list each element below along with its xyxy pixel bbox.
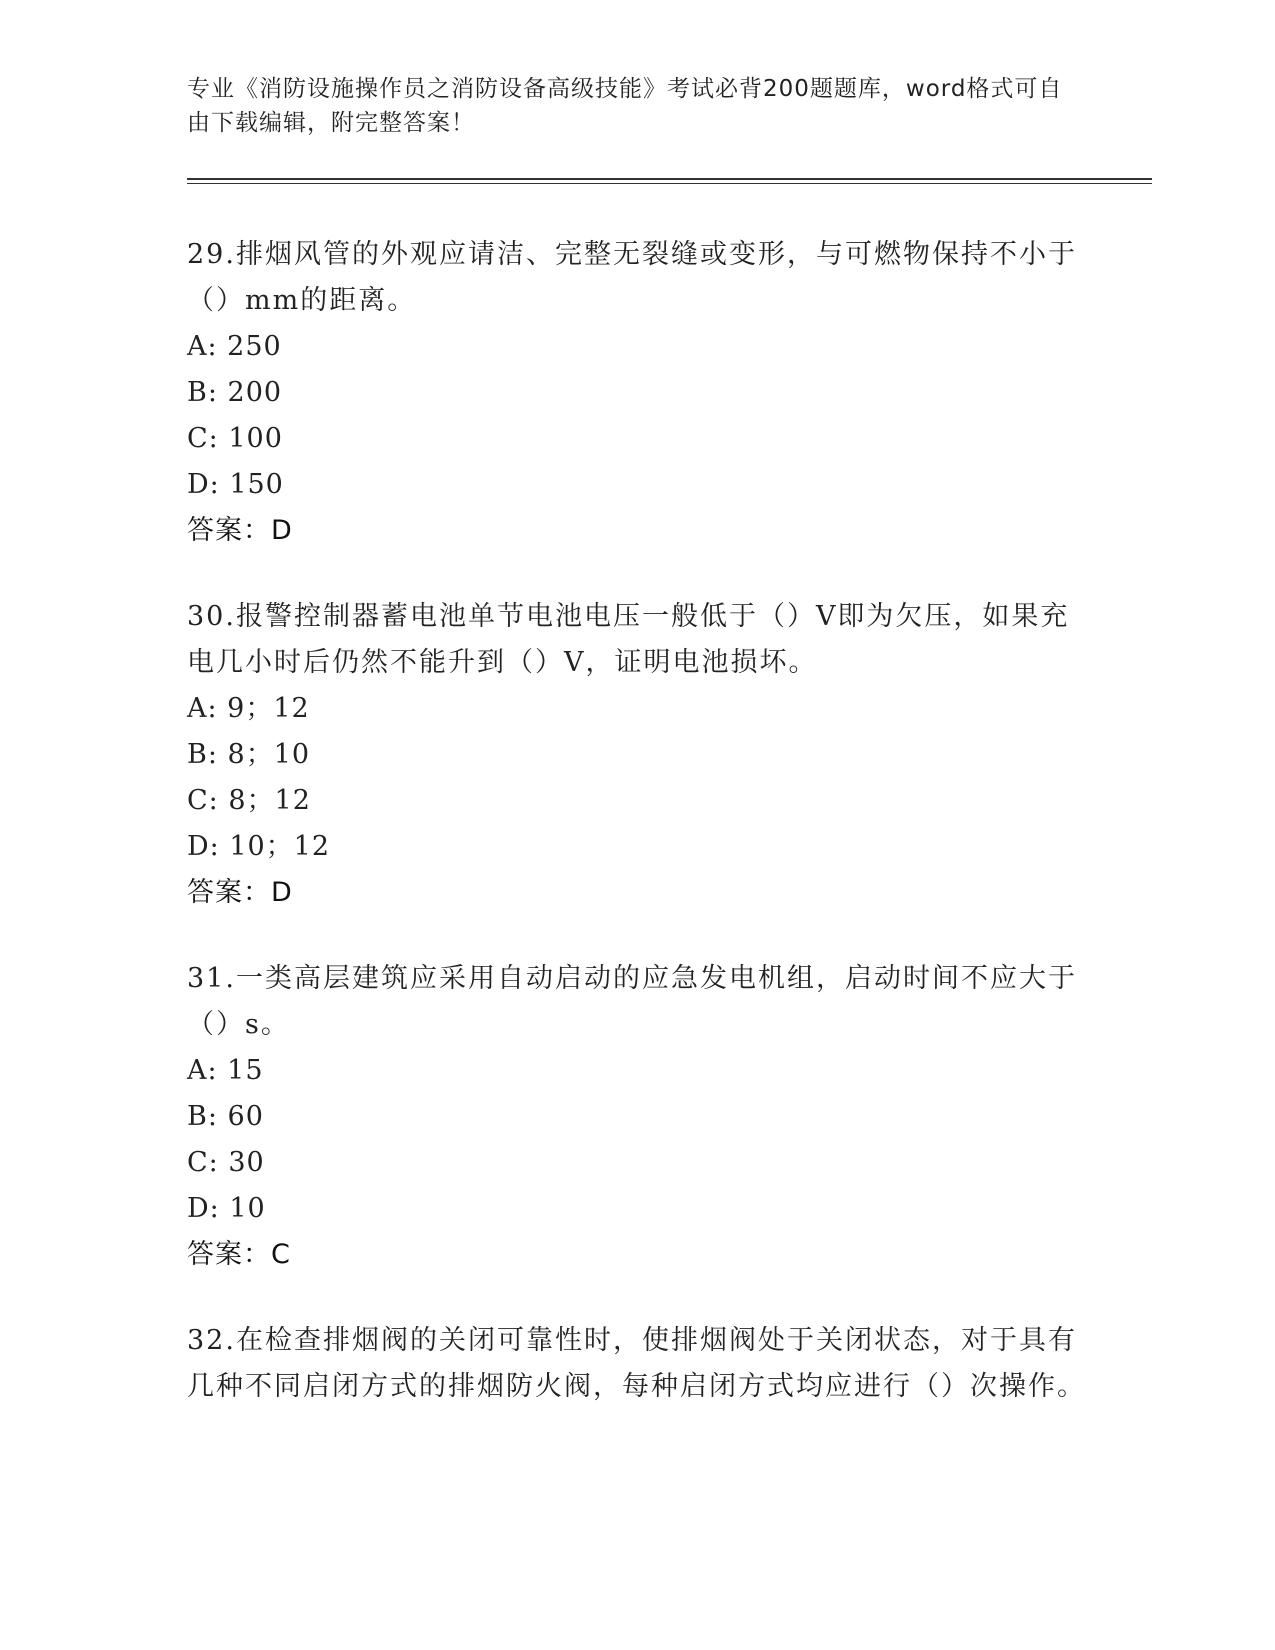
option-d: D: 150 [187,469,284,500]
header-divider-thick [187,178,1152,180]
option-c: C: 100 [187,423,283,454]
question-31 [187,956,1087,1278]
option-d: D: 10 [187,1193,266,1224]
question-29 [187,232,1087,554]
option-b: B: 200 [187,377,283,408]
option-a: A: 9；12 [187,693,310,724]
option-b: B: 8；10 [187,739,311,770]
question-stem: 31.一类高层建筑应采用自动启动的应急发电机组，启动时间不应大于（）s。 [187,963,1077,1040]
question-32 [187,1318,1087,1410]
question-stem: 29.排烟风管的外观应请洁、完整无裂缝或变形，与可燃物保持不小于（）mm的距离。 [187,239,1077,316]
question-30 [187,594,1087,916]
question-stem: 30.报警控制器蓄电池单节电池电压一般低于（）V即为欠压，如果充电几小时后仍然不能升到（）V，证明电池损坏。 [187,601,1070,678]
option-b: B: 60 [187,1101,264,1132]
option-c: C: 8；12 [187,785,311,816]
option-d: D: 10；12 [187,831,331,862]
answer-label: 答案：D [187,877,293,908]
question-list [187,232,1087,1450]
header-divider-thin [187,183,1152,184]
option-a: A: 250 [187,331,282,362]
answer-label: 答案：C [187,1239,291,1270]
question-stem: 32.在检查排烟阀的关闭可靠性时，使排烟阀处于关闭状态，对于具有几种不同启闭方式的排烟防火阀，每种启闭方式均应进行（）次操作。 [187,1325,1086,1402]
answer-label: 答案：D [187,515,293,546]
option-c: C: 30 [187,1147,265,1178]
document-header: 专业《消防设施操作员之消防设备高级技能》考试必背200题题库，word格式可自由下载编辑，附完整答案！ [187,76,1063,136]
option-a: A: 15 [187,1055,264,1086]
